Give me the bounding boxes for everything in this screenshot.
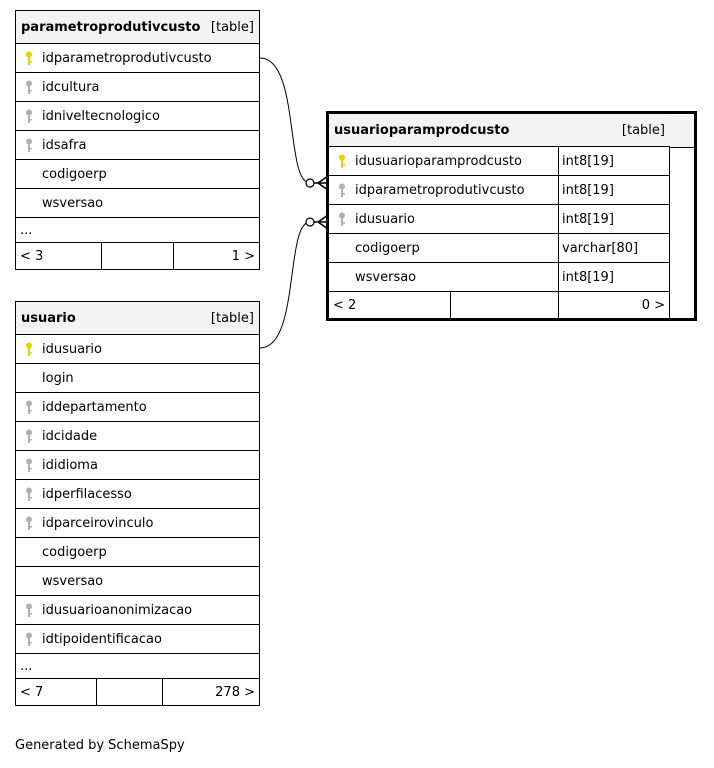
- column-name: wsversao: [42, 195, 104, 211]
- table-header[interactable]: [16, 11, 259, 44]
- column-row[interactable]: [16, 131, 259, 160]
- table-name: parametroprodutivcusto: [21, 19, 201, 35]
- parents-count[interactable]: < 2: [329, 292, 451, 318]
- column-row[interactable]: [16, 393, 259, 422]
- foreign-key-icon: [16, 516, 42, 531]
- foreign-key-icon: [329, 212, 355, 227]
- table-parametroprodutivcusto[interactable]: [15, 10, 260, 270]
- primary-key-icon: [16, 51, 42, 66]
- column-name: idperfilacesso: [42, 486, 132, 502]
- column-row[interactable]: [16, 44, 259, 73]
- column-name: idcultura: [42, 79, 100, 95]
- column-row[interactable]: [16, 189, 259, 218]
- column-name: idniveltecnologico: [42, 108, 160, 124]
- column-type: int8[19]: [558, 263, 669, 291]
- table-header[interactable]: [16, 302, 259, 335]
- foreign-key-icon: [16, 603, 42, 618]
- table-footer: [329, 292, 669, 318]
- column-name: ididioma: [42, 457, 98, 473]
- foreign-key-icon: [329, 183, 355, 198]
- table-type: [table]: [210, 310, 254, 326]
- column-row[interactable]: [329, 263, 669, 292]
- column-row[interactable]: [16, 73, 259, 102]
- column-type: int8[19]: [558, 147, 669, 175]
- column-row[interactable]: [329, 234, 669, 263]
- column-row[interactable]: [329, 205, 669, 234]
- foreign-key-icon: [16, 487, 42, 502]
- foreign-key-icon: [16, 458, 42, 473]
- column-row[interactable]: [16, 422, 259, 451]
- column-row[interactable]: [16, 596, 259, 625]
- link-end-circle: [306, 179, 314, 187]
- table-usuarioparamprodcusto[interactable]: [326, 111, 697, 321]
- column-name: idtipoidentificacao: [42, 631, 162, 647]
- children-count[interactable]: 1 >: [231, 248, 255, 264]
- footer-spacer: [102, 243, 174, 269]
- table-type: [table]: [621, 122, 665, 138]
- generated-by-credit: Generated by SchemaSpy: [15, 738, 185, 753]
- column-type: int8[19]: [558, 176, 669, 204]
- primary-key-icon: [16, 342, 42, 357]
- foreign-key-icon: [16, 109, 42, 124]
- table-side-gutter: [670, 114, 694, 318]
- table-name: usuario: [21, 310, 76, 326]
- foreign-key-icon: [16, 80, 42, 95]
- column-name: iddepartamento: [42, 399, 147, 415]
- column-row[interactable]: [16, 567, 259, 596]
- column-type: int8[19]: [558, 205, 669, 233]
- link-usuario-to-usuarioparam: [260, 222, 310, 348]
- column-name: idusuarioparamprodcusto: [355, 153, 522, 169]
- more-columns: ...: [16, 218, 259, 243]
- column-row[interactable]: [16, 480, 259, 509]
- table-footer: [16, 243, 259, 269]
- column-name: idparceirovinculo: [42, 515, 154, 531]
- foreign-key-icon: [16, 632, 42, 647]
- foreign-key-icon: [16, 429, 42, 444]
- more-columns: ...: [16, 654, 259, 679]
- column-name: wsversao: [355, 269, 417, 285]
- footer-spacer: [451, 292, 559, 318]
- column-row[interactable]: [16, 509, 259, 538]
- column-row[interactable]: [16, 538, 259, 567]
- column-name: idparametroprodutivcusto: [355, 182, 525, 198]
- table-type: [table]: [210, 19, 254, 35]
- column-name: idusuario: [355, 211, 415, 227]
- column-row[interactable]: [16, 451, 259, 480]
- link-parametro-to-usuarioparam: [260, 58, 310, 183]
- primary-key-icon: [329, 154, 355, 169]
- foreign-key-icon: [16, 400, 42, 415]
- table-usuario[interactable]: [15, 301, 260, 706]
- column-row[interactable]: [16, 625, 259, 654]
- children-count[interactable]: 0 >: [641, 297, 665, 313]
- column-type: varchar[80]: [558, 234, 669, 262]
- column-row[interactable]: [16, 364, 259, 393]
- link-end-circle: [306, 218, 314, 226]
- column-row[interactable]: [329, 147, 669, 176]
- column-row[interactable]: [16, 335, 259, 364]
- table-header[interactable]: [329, 114, 670, 147]
- column-name: codigoerp: [355, 240, 420, 256]
- column-row[interactable]: [329, 176, 669, 205]
- column-name: idusuarioanonimizacao: [42, 602, 193, 618]
- column-name: idsafra: [42, 137, 87, 153]
- children-count[interactable]: 278 >: [215, 684, 255, 700]
- table-name: usuarioparamprodcusto: [334, 122, 510, 138]
- column-name: codigoerp: [42, 166, 107, 182]
- column-name: codigoerp: [42, 544, 107, 560]
- column-name: idusuario: [42, 341, 102, 357]
- column-row[interactable]: [16, 102, 259, 131]
- parents-count[interactable]: < 3: [16, 243, 102, 269]
- foreign-key-icon: [16, 138, 42, 153]
- parents-count[interactable]: < 7: [16, 679, 97, 705]
- column-name: idcidade: [42, 428, 98, 444]
- column-name: idparametroprodutivcusto: [42, 50, 212, 66]
- table-footer: [16, 679, 259, 705]
- column-row[interactable]: [16, 160, 259, 189]
- footer-spacer: [97, 679, 163, 705]
- column-name: wsversao: [42, 573, 104, 589]
- column-name: login: [42, 370, 74, 386]
